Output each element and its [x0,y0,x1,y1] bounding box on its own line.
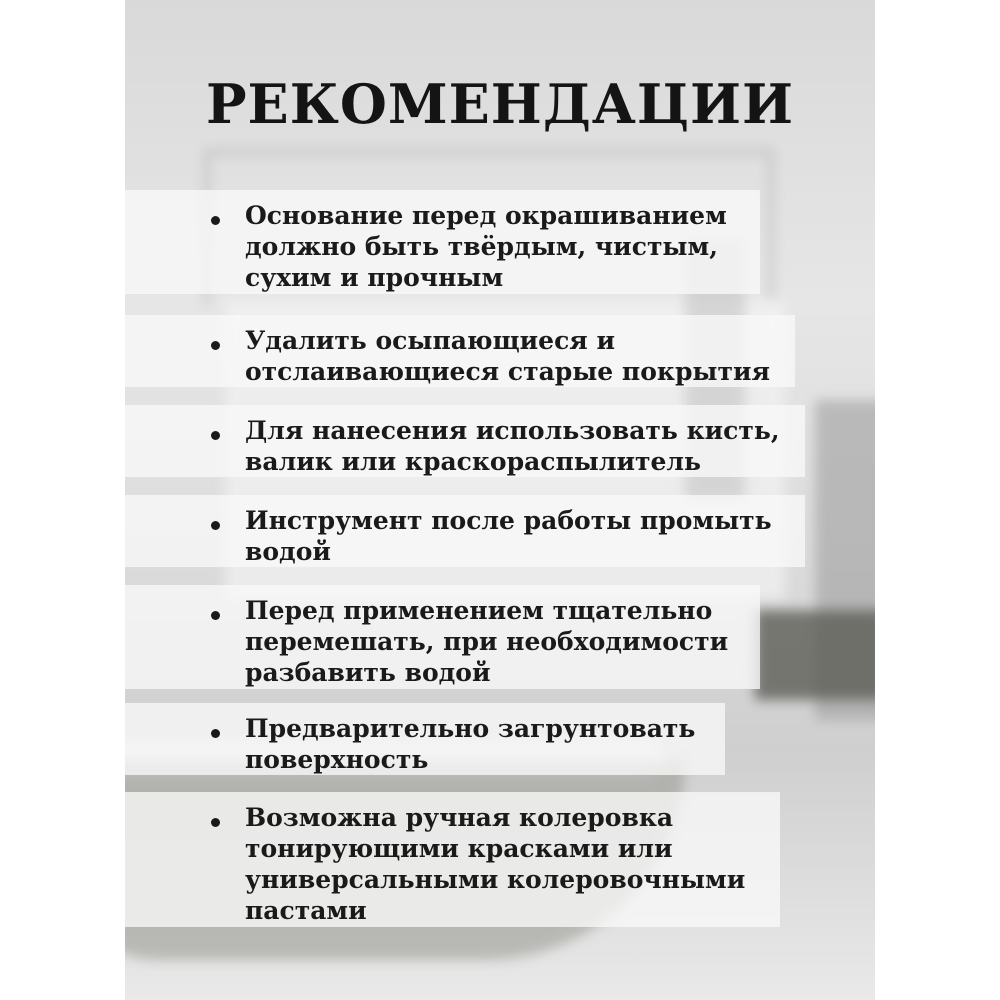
recommendation-item [125,315,795,387]
recommendation-text: Основание перед окрашиванием должно быть твёрдым, чистым, сухим и прочным [245,201,727,292]
recommendations-card [125,0,875,1000]
bullet-icon [211,431,220,440]
recommendation-text: Предварительно загрунтовать поверхность [245,714,696,774]
recommendation-item [125,585,760,689]
bullet-icon [211,341,220,350]
bullet-icon [211,216,220,225]
bullet-icon [211,729,220,738]
recommendation-text: Удалить осыпающиеся и отслаивающиеся старые покрытия [245,326,770,386]
background-dark-object [755,610,875,700]
recommendation-text: Возможна ручная колеровка тонирующими красками или универсальными колеровочными пастами [245,803,746,925]
recommendation-item [125,190,760,294]
recommendation-item [125,405,805,477]
page-title: РЕКОМЕНДАЦИИ [205,72,795,136]
recommendation-item [125,792,780,927]
recommendation-item [125,703,725,775]
recommendation-text: Инструмент после работы промыть водой [245,506,772,566]
recommendation-item [125,495,805,567]
bullet-icon [211,818,220,827]
recommendation-text: Для нанесения использовать кисть, валик или краскораспылитель [245,416,780,476]
bullet-icon [211,611,220,620]
recommendation-text: Перед применением тщательно перемешать, при необходимости разбавить водой [245,596,729,687]
bullet-icon [211,521,220,530]
